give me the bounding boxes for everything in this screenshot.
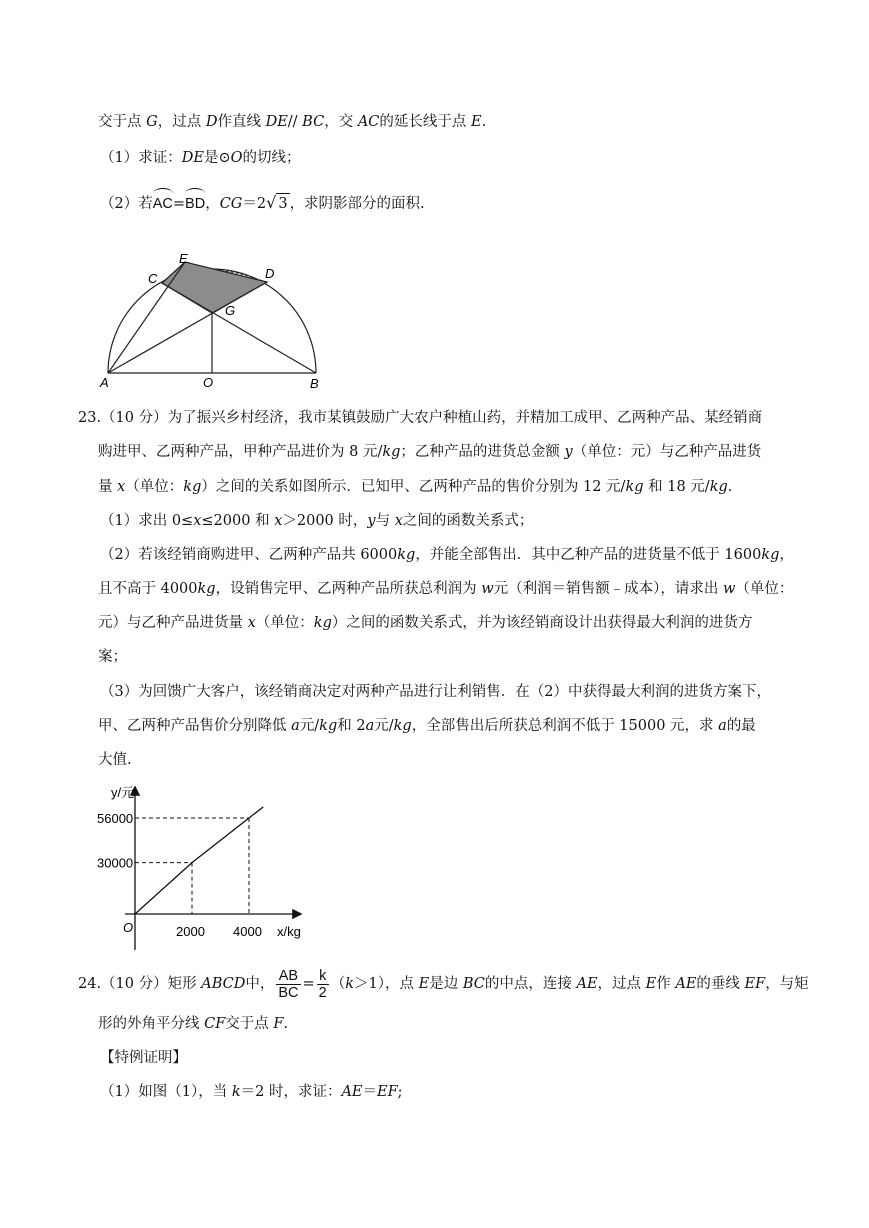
label-c: C [148,271,158,286]
arc-bd: BD [185,188,205,214]
q23-part2-line2: 且不高于 4000kg，设销售完甲、乙两种产品所获总利润为 w元（利润＝销售额﹣成本），请求出 w（单位： [98,581,794,597]
x-tick-label: 4000 [233,924,262,939]
q23-part2-line1: （2）若该经销商购进甲、乙两种产品共 6000kg，并能全部售出．其中乙种产品的进货量不低于 1600kg， [100,547,794,563]
q23-part3-line1: （3）为回馈广大客户，该经销商决定对两种产品进行让利销售．在（2）中获得最大利润的进货方案下， [100,684,771,700]
arc-ac: AC [153,188,173,214]
fraction-k-2: $\frac{k}{2}$ [318,967,327,1001]
q23-part1: （1）求出 0≤x≤2000 和 x＞2000 时，y与 x之间的函数关系式； [100,513,534,529]
q24-line2: 形的外角平分线 CF交于点 F. [98,1016,289,1032]
label-b: B [310,376,319,391]
fraction-ab-bc: $\frac{AB}{BC}$ [278,967,299,1001]
geometry-figure [95,250,335,395]
y-tick-label: 30000 [97,855,134,871]
label-a: A [100,375,109,390]
q23-part3-line3: 大值. [98,752,132,768]
q23-line2: 购进甲、乙两种产品，甲种产品进价为 8 元/kg；乙种产品的进货总金额 y（单位：元）与乙种产品进货 [98,444,762,460]
q22-part1: （1）求证：DE是⊙O的切线； [100,150,301,166]
q24-special-proof-heading: 【特例证明】 [100,1050,187,1066]
origin-label: O [123,920,134,935]
label-o: O [203,375,214,390]
q23-line3: 量 x（单位：kg）之间的关系如图所示．已知甲、乙两种产品的售价分别为 12 元/kg 和 18 元/kg. [98,479,733,495]
x-axis-label: x/kg [277,924,301,939]
series-line [135,807,263,914]
q22-part2: （2）若AC=BD，CG＝2√ 3 ，求阴影部分的面积. [100,188,425,214]
q23-line1: 23.（10 分）为了振兴乡村经济，我市某镇鼓励广大农户种植山药，并精加工成甲、乙两种产品、某经销商 [78,410,763,426]
label-d: D [265,266,275,281]
y-tick-label: 56000 [97,811,134,826]
q22-line1: 交于点 G，过点 D作直线 DE// BC，交 AC的延长线于点 E. [98,114,487,130]
q23-part2-line3: 元）与乙种产品进货量 x（单位：kg）之间的函数关系式，并为该经销商设计出获得最大利润的进货方 [98,615,753,631]
x-tick-label: 2000 [176,924,205,939]
q23-part3-line2: 甲、乙两种产品售价分别降低 a元/kg和 2a元/kg，全部售出后所获总利润不低于 15000 元，求 a的最 [98,718,756,734]
y-x-chart [95,780,325,955]
y-axis-label: y/元 [111,785,135,800]
q23-part2-line4: 案； [98,649,127,665]
label-g: G [225,303,236,318]
label-e: E [179,251,188,266]
q24-part1: （1）如图（1），当 k＝2 时，求证：AE＝EF; [100,1084,403,1100]
q24-line1: 24.（10 分）矩形 ABCD中， $\frac{AB}{BC}$ = $\frac{k}{2}$ （k＞1），点 E是边 BC的中点，连接 AE，过点 E作 AE的垂线 EF，与矩 [78,967,809,1001]
